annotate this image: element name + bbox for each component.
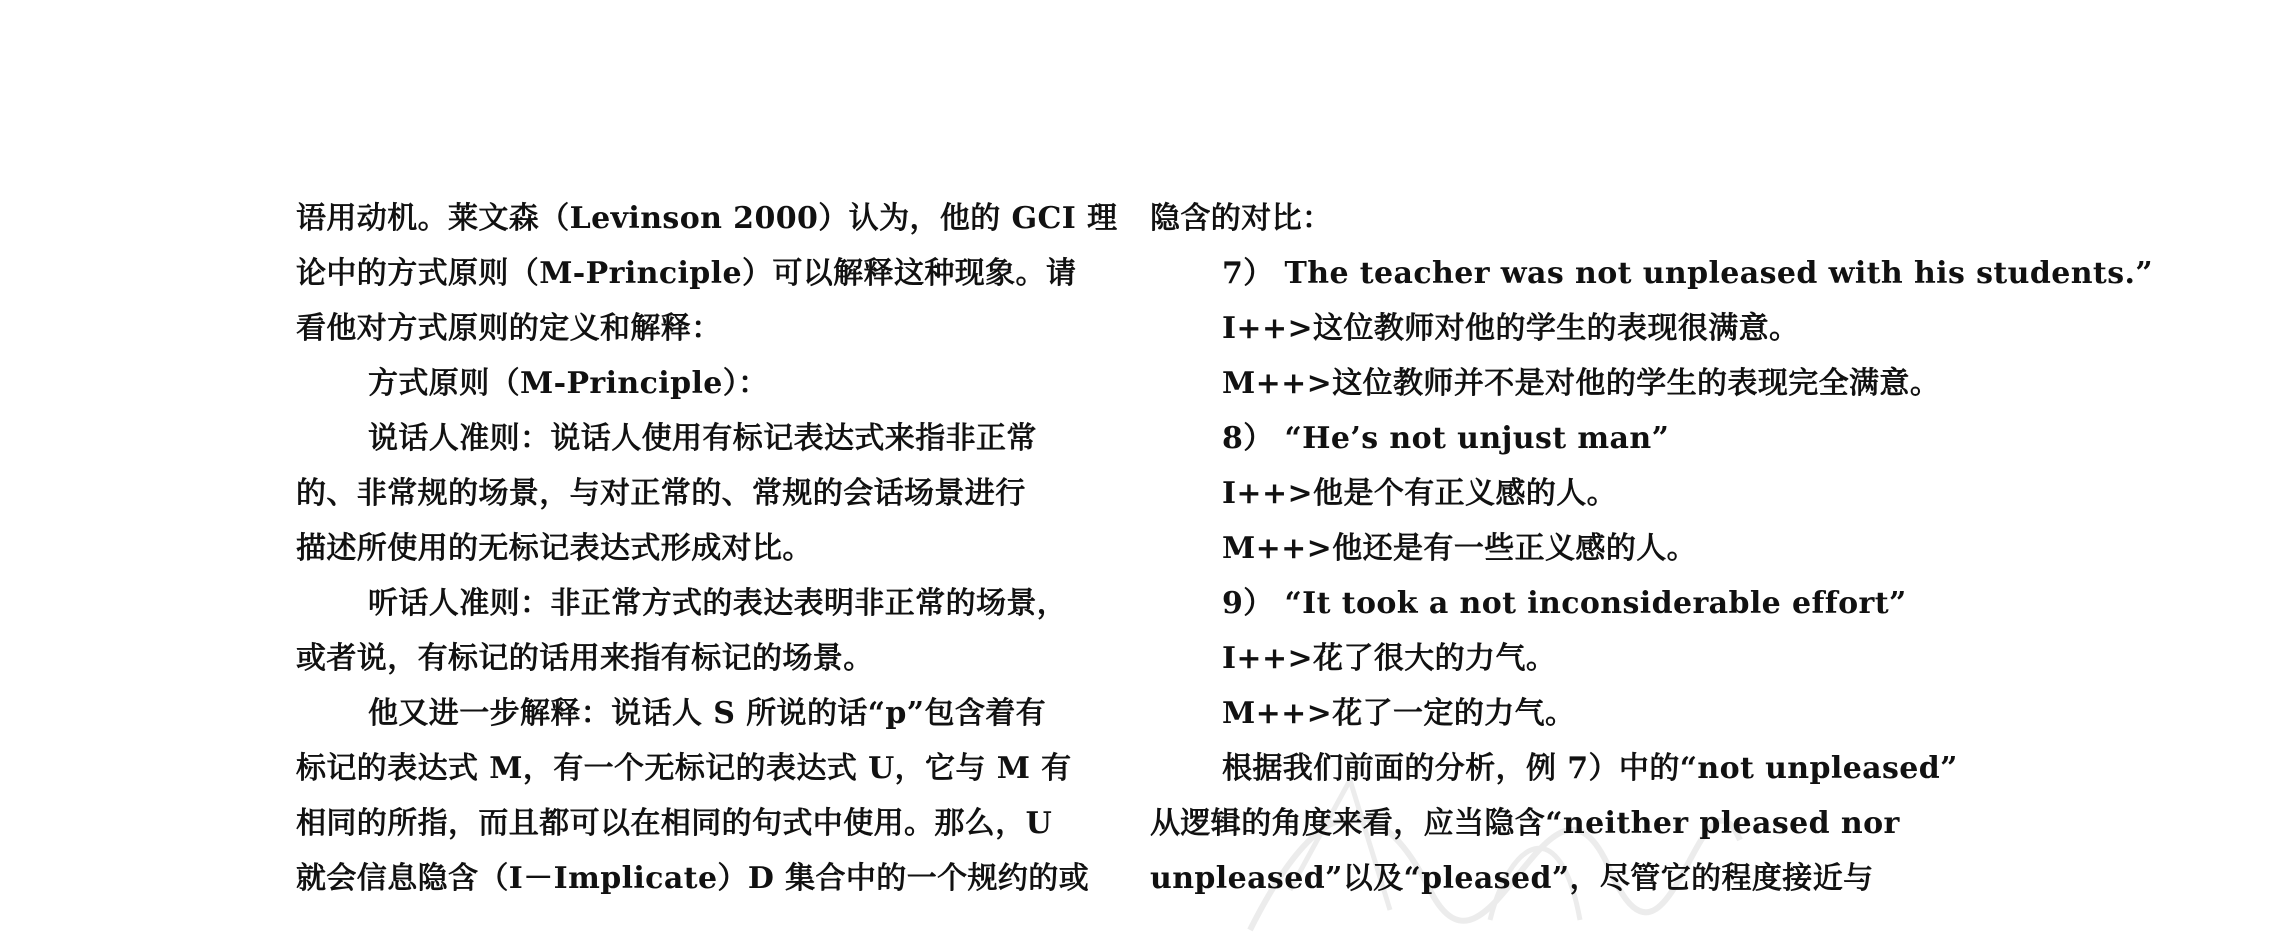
text-line: 论中的方式原则（M-Principle）可以解释这种现象。请 — [296, 256, 1077, 291]
text-line: 从逻辑的角度来看，应当隐含“neither pleased nor — [1150, 806, 1900, 841]
text-line: 说话人准则：说话人使用有标记表达式来指非正常 — [368, 421, 1037, 456]
text-line: 描述所使用的无标记表达式形成对比。 — [296, 531, 813, 566]
example-line: 9） “It took a not inconsiderable effort” — [1222, 586, 1907, 621]
text-line: 根据我们前面的分析，例 7）中的“not unpleased” — [1222, 751, 1958, 786]
text-line: 隐含的对比： — [1150, 201, 1333, 236]
example-line: M++>这位教师并不是对他的学生的表现完全满意。 — [1222, 366, 1941, 401]
left-column — [296, 191, 1118, 906]
example-line: 7） The teacher was not unpleased with his students.” — [1222, 256, 2153, 291]
text-line: 他又进一步解释：说话人 S 所说的话“p”包含着有 — [368, 696, 1047, 731]
example-line: I++>花了很大的力气。 — [1222, 641, 1557, 676]
text-line: 标记的表达式 M，有一个无标记的表达式 U，它与 M 有 — [296, 751, 1072, 786]
text-line: 就会信息隐含（I－Implicate）D 集合中的一个规约的或 — [296, 861, 1090, 896]
example-line: 8） “He’s not unjust man” — [1222, 421, 1670, 456]
example-line: I++>他是个有正义感的人。 — [1222, 476, 1618, 511]
text-line: 的、非常规的场景，与对正常的、常规的会话场景进行 — [296, 476, 1026, 511]
example-line: M++>他还是有一些正义感的人。 — [1222, 531, 1698, 566]
text-line: 语用动机。莱文森（Levinson 2000）认为，他的 GCI 理 — [296, 201, 1118, 236]
example-line: I++>这位教师对他的学生的表现很满意。 — [1222, 311, 1800, 346]
text-line: 看他对方式原则的定义和解释： — [296, 311, 722, 346]
text-line: 方式原则（M-Principle）： — [368, 366, 769, 401]
text-line: 相同的所指，而且都可以在相同的句式中使用。那么，U — [296, 806, 1053, 841]
text-line: 或者说，有标记的话用来指有标记的场景。 — [296, 641, 874, 676]
text-line: unpleased”以及“pleased”，尽管它的程度接近与 — [1150, 861, 1874, 896]
text-line: 听话人准则：非正常方式的表达表明非正常的场景， — [368, 586, 1068, 621]
right-column — [1150, 191, 2153, 906]
example-line: M++>花了一定的力气。 — [1222, 696, 1576, 731]
